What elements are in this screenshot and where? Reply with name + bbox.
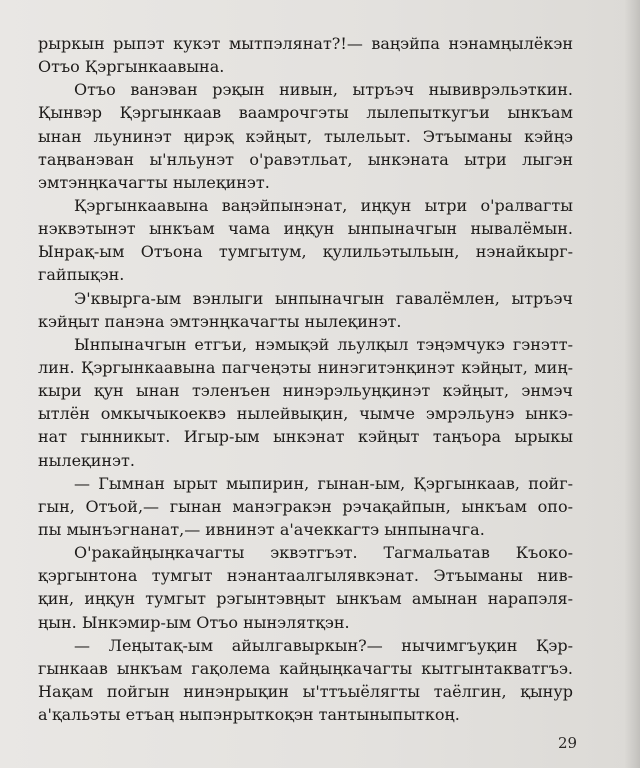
text-line: нат гынникыт. Игыр-ым ынкэнат кэйңыт таңъора ырыкы [38,427,573,447]
text-line: ңын. Ынкэмир-ым Отъо нынэлятқэн. [38,612,350,632]
paragraph [38,32,573,78]
text-line: Нақам пойгын нинэнрықин ы'ттъыёлягты таёлгин, қынур [38,681,573,701]
text-line: рыркын рыпэт кукэт мытпэлянат?!— ваңэйпа нэнамңылёкэн [38,34,573,53]
paragraph [38,634,573,727]
text-line: Отъо Қэргынкаавына. [38,57,225,77]
text-line: — Леңытақ-ым айылгавыркын?— нычимгъуқин Қэр- [74,635,573,655]
paragraph [38,194,573,287]
text-line: эмтэнңкачагты нылеқинэт. [38,172,270,192]
text-line: гын, Отъой,— гынан манэгракэн рэчақайпын, ынкъам опо- [38,496,573,516]
text-line: — Гымнан ырыт мыпирин, гынан-ым, Қэргынкаав, пойг- [74,473,573,493]
page-number: 29 [558,734,578,752]
text-line: нылеқинэт. [38,450,135,470]
text-line: Қынвэр Қэргынкаав ваамрочгэты лылепыткугъи ынкъам [38,103,573,123]
paragraph [38,333,573,472]
text-line: Ынпыначгын етгъи, нэмықэй льулқыл тэңэмчукэ гэнэтт- [74,334,573,354]
text-line: кэйңыт панэна эмтэнңкачагты нылеқинэт. [38,311,402,331]
paragraph [38,472,573,541]
text-line: Отъо ванэван рэқын нивын, ытръэч нывиврэльэткин. [74,80,573,100]
text-line: Қэргынкаавына ваңэйпынэнат, иңқун ытри о'ралвагты [74,195,573,215]
page-edge-shadow [624,0,640,768]
text-line: лин. Қэргынкаавына пагчеңэты нинэгитэнқинэт кэйңыт, миң- [38,357,573,377]
text-line: гынкаав ынкъам гақолема кайңыңкачагты кытгынтакватгъэ. [38,658,573,678]
text-line: таңванэван ы'нльунэт о'равэтльат, ынкэната ытри лыгэн [38,149,573,169]
text-line: нэквэтынэт ынкъам чама иңқун ынпыначгын нывалёмын. [38,219,573,239]
text-line: Ынрақ-ым Отъона тумгытум, қулильэтыльын, нэнайкырг- [38,242,573,262]
text-line: кыри қун ынан тэленъен нинэрэльуңқинэт кэйңыт, энмэч [38,381,573,401]
text-line: қэргынтона тумгыт нэнантаалгылявкэнат. Этъыманы нив- [38,566,573,586]
text-line: О'ракайңыңкачагты эквэтгъэт. Тагмальатав Къоко- [74,543,573,563]
text-line: пы мынъэгнанат,— ивнинэт а'ачеккагтэ ынпыначга. [38,519,485,539]
text-line: гайпықэн. [38,265,125,285]
text-line: ытлён омкычыкоеквэ нылейвықин, чымче эмрэльунэ ынкэ- [38,404,573,424]
body-text [38,32,573,726]
text-line: қин, иңқун тумгыт рэгынтэвңыт ынкъам амынан нарапэля- [38,589,573,609]
paragraph [38,541,573,634]
paragraph [38,78,573,194]
text-line: ынан льунинэт ңирэқ кэйңыт, тылельыт. Этъыманы кэйңэ [38,126,573,146]
paragraph [38,287,573,333]
text-line: а'қальэты етъаң ныпэнрыткоқэн тантыныпыткоң. [38,705,460,725]
text-line: Э'квырга-ым вэнлыги ынпыначгын гавалёмлен, ытръэч [74,288,573,308]
